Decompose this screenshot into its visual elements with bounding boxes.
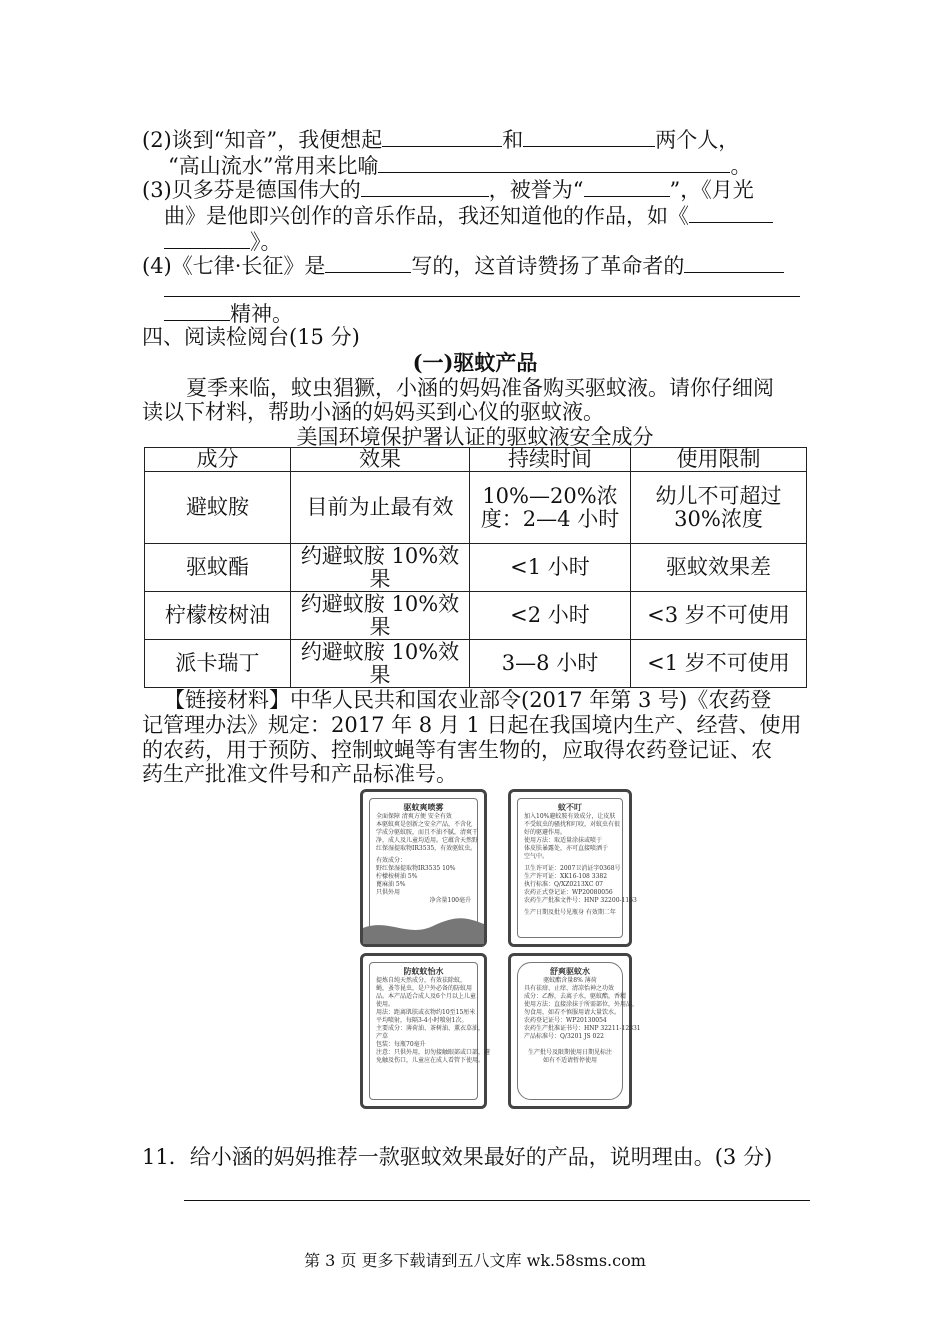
link-line-2: 记管理办法》规定：2017 年 8 月 1 日起在我国境内生产、经营、使用 — [142, 713, 802, 737]
product-text: 农药登记证号：WP20130054 — [524, 1017, 607, 1024]
q2-blank-3[interactable] — [378, 152, 730, 173]
product-card-4-label — [517, 962, 641, 1100]
product-text: 农药生产批准文件号：HNP 32200-1163 — [524, 897, 637, 904]
product-title: 驱蚊爽喷雾 — [403, 802, 444, 812]
q2-text-b: 和 — [502, 128, 524, 152]
q11-answer-blank[interactable] — [184, 1180, 810, 1201]
table-row — [145, 592, 807, 640]
table-cell: <1 岁不可使用 — [631, 640, 807, 688]
table-cell: 幼儿不可超过 30%浓度 — [631, 472, 807, 544]
q3-text-e: 》。 — [250, 230, 282, 254]
section-heading: 四、阅读检阅台(15 分) — [142, 325, 360, 349]
table-cell: 约避蚊胺 10%效果 — [291, 592, 470, 640]
product-text: 生产日期及批号见瓶身 有效期二年 — [524, 909, 616, 916]
product-text: 红保湿提取物IR3535，有效驱蚊虫。 — [376, 845, 477, 852]
q2-text-d: “高山流水”常用来比喻 — [168, 154, 379, 178]
product-text: 使用方法：取适量涂抹或喷于 — [524, 837, 603, 844]
table-header-cell: 成分 — [145, 448, 291, 472]
q2-blank-2[interactable] — [523, 126, 655, 147]
product-title: 蚊不叮 — [558, 802, 582, 812]
product-text: 本驱蚊爽是创新之安全产品，不含化 — [376, 821, 473, 828]
product-text: 产草 — [376, 1033, 389, 1040]
link-line-1: 【链接材料】中华人民共和国农业部令(2017 年第 3 号)《农药登 — [164, 688, 772, 712]
table-cell: 10%—20%浓度：2—4 小时 — [470, 472, 631, 544]
product-card-4 — [508, 953, 641, 1109]
product-text: 产品标准号：Q/3201 JS 022 — [524, 1033, 604, 1040]
product-text: 使用方法：直接涂抹于所需部位，外用品， — [524, 1001, 639, 1008]
q4-line3 — [164, 300, 293, 327]
q3-blank-4[interactable] — [164, 228, 250, 249]
table-cell: 驱蚊效果差 — [631, 544, 807, 592]
product-card-1 — [360, 789, 487, 947]
q3-line3 — [164, 228, 282, 255]
product-text: 净，成人及儿童均适用。它蕴含天然野 — [376, 837, 479, 844]
product-card-3-label — [369, 962, 491, 1100]
product-text: 全面保障 清爽方便 安全有效 — [376, 813, 452, 820]
product-text: 成分：乙醇，去离子水，驱蚊酯，香精 — [524, 993, 627, 1000]
link-line-3: 的农药，用于预防、控制蚊蝇等有害生物的，应取得农药登记证、农 — [142, 738, 772, 762]
q11-prompt: 11．给小涵的妈妈推荐一款驱蚊效果最好的产品，说明理由。(3 分) — [142, 1145, 773, 1169]
product-text: 包装：每瓶70毫升 — [376, 1041, 426, 1048]
q2-blank-1[interactable] — [382, 126, 502, 147]
product-text: 不受蚊虫的骚扰和叮咬，对蚊虫有很 — [524, 821, 621, 828]
table-cell: 3—8 小时 — [470, 640, 631, 688]
product-card-3 — [360, 953, 491, 1109]
q4-text-c: 精神。 — [230, 302, 293, 326]
product-text: 免触及伤口，儿童应在成人看管下使用。 — [376, 1057, 485, 1064]
product-text: 柠檬桉树油 5% — [376, 873, 418, 880]
table-cell: <3 岁不可使用 — [631, 592, 807, 640]
product-text: 主要成分：薄荷油、茶树油、薰衣草油， — [376, 1025, 485, 1032]
intro-line-1: 夏季来临，蚊虫猖獗，小涵的妈妈准备购买驱蚊液。请你仔细阅 — [186, 376, 774, 400]
q2-text-c: 两个人， — [655, 128, 740, 152]
product-text: 用法：距离肌肤或衣物约10至15厘米 — [376, 1009, 476, 1016]
q4-line2 — [164, 276, 800, 303]
table-header-cell: 使用限制 — [631, 448, 807, 472]
q4-line1 — [142, 252, 784, 279]
passage-title: (一)驱蚊产品 — [412, 350, 538, 375]
q3-blank-3[interactable] — [689, 202, 773, 223]
q4-text-b: 写的，这首诗赞扬了革命者的 — [411, 254, 685, 278]
table-cell: 避蚊胺 — [145, 472, 291, 544]
product-text: 学成分驱蚊胺，而且不油不腻，清爽干 — [376, 829, 479, 836]
product-text: 执行标准：Q/XZ0213XC 07 — [524, 881, 603, 888]
product-text: 注意：只供外用，切勿接触眼部或口部，避 — [376, 1049, 491, 1056]
table-cell: 柠檬桉树油 — [145, 592, 291, 640]
q3-text-b: ，被誉为“ — [488, 178, 584, 202]
product-text: 野红保湿提取物IR3535 10% — [376, 865, 456, 872]
q3-text-c: ”，《月光 — [669, 178, 754, 202]
intro-line-2: 读以下材料，帮助小涵的妈妈买到心仪的驱蚊液。 — [142, 400, 604, 424]
table-cell: 约避蚊胺 10%效果 — [291, 544, 470, 592]
product-text: 净含量100毫升 — [429, 897, 471, 904]
table-row — [145, 544, 807, 592]
table-row — [145, 472, 807, 544]
product-text: 农药正式登记证：WP20080056 — [524, 889, 613, 896]
product-text: 品。本产品适合成人及6个月以上儿童 — [376, 993, 476, 1000]
table-caption: 美国环境保护署认证的驱蚊液安全成分 — [296, 425, 654, 449]
product-text: 体皮肤暴露处，亦可直接喷洒于 — [524, 845, 609, 852]
table-cell: 派卡瑞丁 — [145, 640, 291, 688]
wave-decoration — [363, 914, 484, 944]
product-card-2 — [508, 789, 637, 947]
q2-line1 — [142, 126, 739, 153]
product-text: 卫生许可证：2007卫消证字0368号 — [524, 865, 621, 872]
q4-text-a: (4)《七律·长征》是 — [142, 254, 326, 278]
product-title: 防蚊蚊怡水 — [403, 966, 444, 976]
q2-text-e: 。 — [730, 154, 752, 178]
product-text: 提炼自纯天然成分，有效祛除蚊， — [376, 977, 467, 984]
page-footer: 第 3 页 更多下载请到五八文库 wk.58sms.com — [304, 1251, 646, 1270]
q3-blank-1[interactable] — [361, 176, 489, 197]
table-row — [145, 640, 807, 688]
product-text: 只供外用 — [376, 889, 401, 896]
product-text: 驱蚊酯含量8% 薄荷 — [543, 977, 597, 984]
q3-blank-2[interactable] — [584, 176, 670, 197]
table-cell: <2 小时 — [470, 592, 631, 640]
product-text: 农药生产批准证书号：HNP 32211-12831 — [524, 1025, 641, 1032]
product-text: 具有祛痱、止痒、清凉怡神之功效 — [524, 985, 615, 992]
q4-blank-4[interactable] — [164, 300, 230, 321]
product-text: 加入10%避蚊胺有效成分，让皮肤 — [524, 813, 616, 820]
table-cell: 驱蚊酯 — [145, 544, 291, 592]
table-cell: <1 小时 — [470, 544, 631, 592]
q4-blank-2[interactable] — [684, 252, 784, 273]
product-text: 平均喷射，每隔3-4小时喷射1次。 — [376, 1017, 468, 1024]
product-text: 好的驱避作用。 — [524, 829, 567, 836]
link-line-4: 药生产批准文件号和产品标准号。 — [142, 762, 457, 786]
q3-line2 — [164, 202, 773, 229]
table-header-cell: 效果 — [291, 448, 470, 472]
product-title: 舒爽驱蚊水 — [550, 966, 590, 976]
product-text: 生产许可证：XK16-108 3382 — [524, 873, 608, 880]
product-text: 使用。 — [376, 1001, 395, 1008]
q11-answer-line — [184, 1180, 810, 1207]
product-text: 有效成分： — [376, 857, 407, 864]
q3-text-d: 曲》是他即兴创作的音乐作品，我还知道他的作品，如《 — [164, 204, 689, 228]
product-text: 勿食用，如若不慎服用请大量饮水。 — [524, 1009, 621, 1016]
q2-line2 — [168, 152, 751, 179]
table-header-cell: 持续时间 — [470, 448, 631, 472]
product-text: 生产批号及限期使用日期见标注 — [527, 1049, 612, 1056]
table-header-row — [145, 448, 807, 472]
q2-text-a: (2)谈到“知音”，我便想起 — [142, 128, 383, 152]
q4-blank-1[interactable] — [325, 252, 411, 273]
product-card-2-label — [517, 798, 637, 938]
table-cell: 目前为止最有效 — [291, 472, 470, 544]
product-text: 如有不适请暂停使用 — [542, 1057, 597, 1064]
ingredients-table — [144, 447, 807, 688]
q4-blank-3[interactable] — [164, 276, 800, 297]
product-text: 蓖麻油 5% — [376, 881, 406, 888]
q3-text-a: (3)贝多芬是德国伟大的 — [142, 178, 361, 202]
table-cell: 约避蚊胺 10%效果 — [291, 640, 470, 688]
product-text: 蝇，蚤等昆虫，是户外必备的防蚊用 — [376, 985, 473, 992]
q3-line1 — [142, 176, 754, 203]
product-text: 空气中。 — [524, 853, 549, 860]
